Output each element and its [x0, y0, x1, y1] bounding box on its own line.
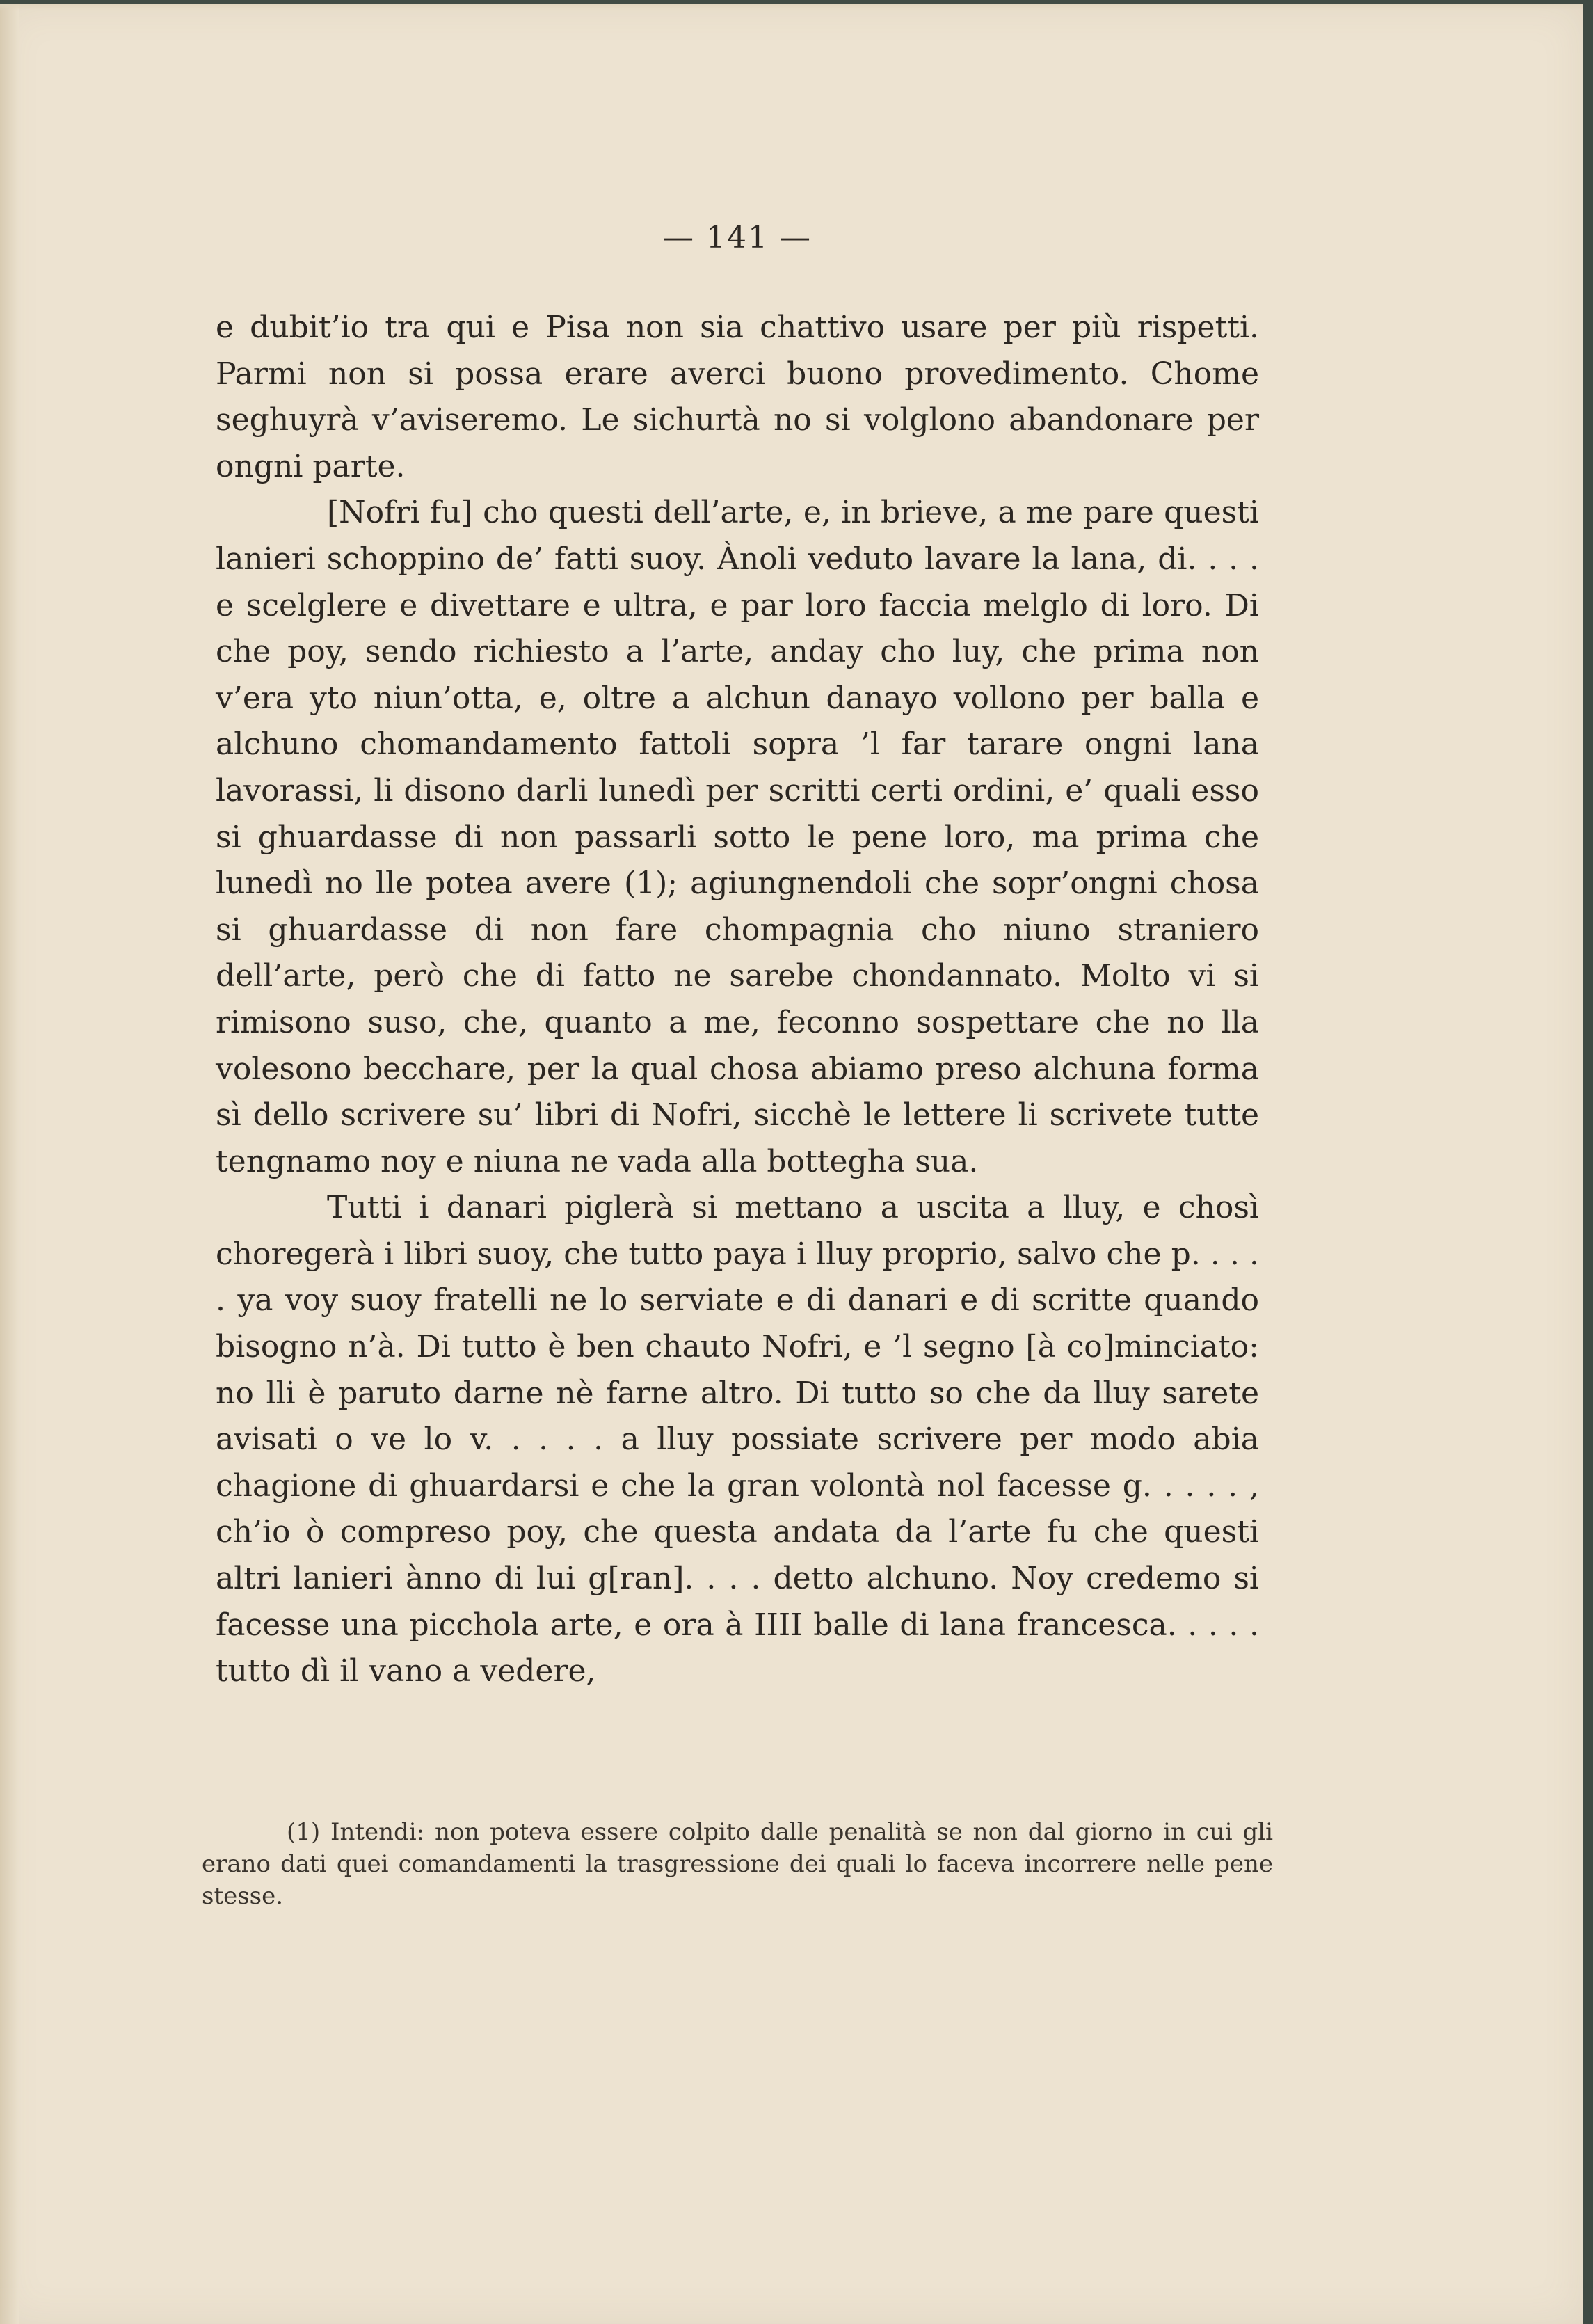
page-number: — 141 — [663, 220, 812, 255]
paragraph: e dubit’io tra qui e Pisa non sia chattivo usare per più rispetti. Parmi non si possa erare averci buono provedimento. Chome seghuyrà v’aviseremo. Le sichurtà no si volglono abandonare per ongni parte. [216, 310, 1259, 484]
footnote-text: (1) Intendi: non poteva essere colpito dalle penalità se non dal giorno in cui gli erano dati quei comandamenti la trasgressione dei quali lo faceva incorrere nelle pene stesse. [202, 1818, 1273, 1910]
page-top-edge [0, 4, 1583, 11]
book-page [0, 4, 1583, 2324]
body-text [216, 305, 1259, 1695]
paragraph: Tutti i danari piglerà si mettano a uscita a lluy, e chosì choregerà i libri suoy, che tutto paya i lluy proprio, salvo che p. . . . . ya voy suoy fratelli ne lo serviate e di danari e di scritte quando bisogno n’à. Di tutto è ben chauto Nofri, e ’l segno [à co]minciato: no lli è paruto darne nè farne altro. Di tutto so che da lluy sarete avisati o ve lo v. . . . . a lluy possiate scrivere per modo abia chagione di ghuardarsi e che la gran volontà nol facesse g. . . . . , ch’io ò compreso poy, che questa andata da l’arte fu che questi altri lanieri ànno di lui g[ran]. . . . detto alchuno. Noy credemo si facesse una picchola arte, e ora à IIII balle di lana francesca. . . . . tutto dì il vano a vedere, [216, 1190, 1259, 1689]
paragraph: [Nofri fu] cho questi dell’arte, e, in brieve, a me pare questi lanieri schoppino de’ fatti suoy. Ànoli veduto lavare la lana, di. . . . e scelglere e divettare e ultra, e par loro faccia melglo di loro. Di che poy, sendo richiesto a l’arte, anday cho luy, che prima non v’era yto niun’otta, e, oltre a alchun danayo vollono per balla e alchuno chomandamento fattoli sopra ’l far tarare ongni lana lavorassi, li disono darli lunedì per scritti certi ordini, e’ quali esso si ghuardasse di non passarli sotto le pene loro, ma prima che lunedì no lle potea avere (1); agiungnendoli che sopr’ongni chosa si ghuardasse di non fare chompagnia cho niuno straniero dell’arte, però che di fatto ne sarebe chondannato. Molto vi si rimisono suso, che, quanto a me, feconno sospettare che no lla volesono becchare, per la qual chosa abiamo preso alchuna forma sì dello scrivere su’ libri di Nofri, sicchè le lettere li scrivete tutte tengnamo noy e niuna ne vada alla bottegha sua. [216, 495, 1259, 1179]
page-edge-shadow [0, 4, 19, 2324]
footnote [202, 1816, 1273, 1912]
